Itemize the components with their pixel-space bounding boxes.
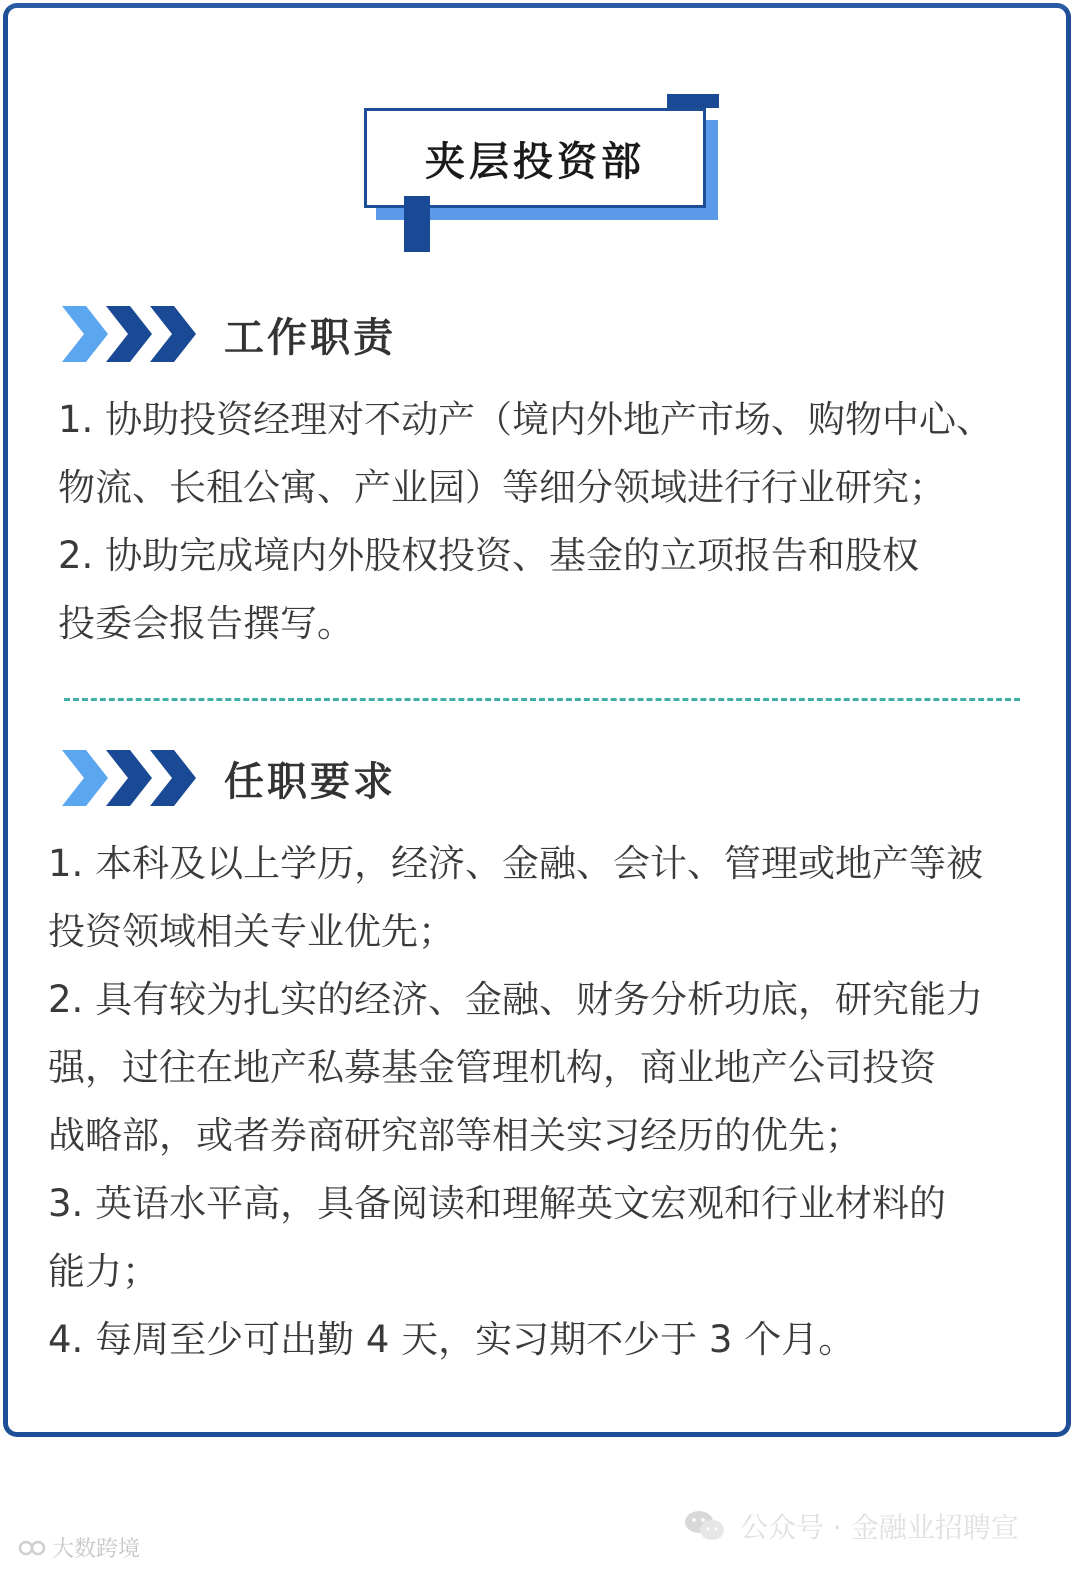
section-title-requirements: 任职要求 [224,758,396,805]
duties-line: 1. 协助投资经理对不动产（境内外地产市场、购物中心、 [58,398,994,441]
section-header-requirements [62,748,396,808]
dashed-divider [64,698,1020,701]
requirements-line: 3. 英语水平高，具备阅读和理解英文宏观和行业材料的 [48,1182,947,1225]
title-box [364,108,706,208]
requirements-text [48,830,983,1374]
requirements-line: 2. 具有较为扎实的经济、金融、财务分析功底，研究能力 [48,978,984,1021]
title-tab-bottom [404,196,430,252]
duties-text [58,386,993,658]
duties-line: 投委会报告撰写。 [58,602,354,645]
footer-left-text: 大数跨境 [52,1537,141,1562]
content-card [3,3,1071,1437]
title-badge [364,108,728,254]
section-title-duties: 工作职责 [224,314,396,361]
requirements-line: 强，过往在地产私募基金管理机构，商业地产公司投资 [48,1046,936,1089]
title-tab-top [667,94,719,108]
triple-chevron-icon [62,750,202,806]
requirements-line: 4. 每周至少可出勤 4 天，实习期不少于 3 个月。 [48,1318,856,1361]
logo-icon [18,1536,48,1560]
page-title: 夹层投资部 [425,138,645,185]
wechat-icon [684,1509,726,1543]
triple-chevron-icon [62,306,202,362]
section-header-duties [62,304,396,364]
requirements-line: 1. 本科及以上学历，经济、金融、会计、管理或地产等被 [48,842,984,885]
requirements-line: 战略部，或者券商研究部等相关实习经历的优先； [48,1114,862,1157]
footer-right-text: 公众号 · 金融业招聘宣 [740,1511,1019,1544]
footer-right-watermark [684,1506,1019,1546]
requirements-line: 能力； [48,1250,159,1293]
footer-left-watermark [18,1532,140,1563]
requirements-line: 投资领域相关专业优先； [48,910,455,953]
duties-line: 2. 协助完成境内外股权投资、基金的立项报告和股权 [58,534,920,577]
duties-line: 物流、长租公寓、产业园）等细分领域进行行业研究； [58,466,946,509]
